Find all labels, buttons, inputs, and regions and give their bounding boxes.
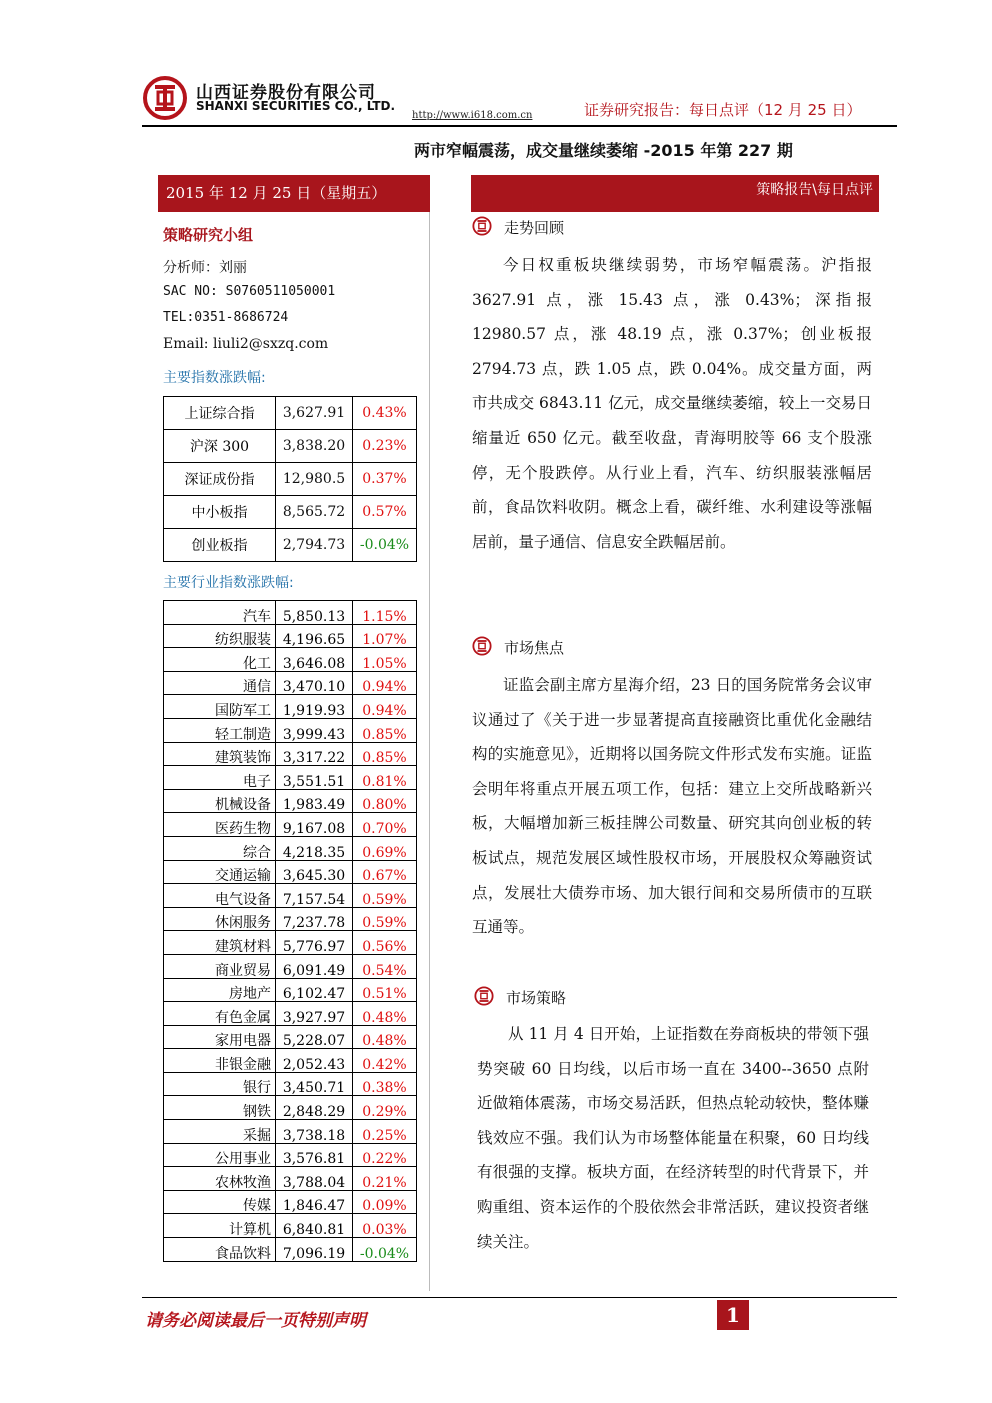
table-row (164, 529, 417, 562)
row-value: 1,919.93 (276, 695, 353, 719)
row-value: 3,317.22 (276, 742, 353, 766)
row-change: 0.56% (353, 931, 417, 955)
row-value: 2,052.43 (276, 1049, 353, 1073)
row-change: 0.70% (353, 813, 417, 837)
row-change: 0.80% (353, 789, 417, 813)
row-value: 3,927.97 (276, 1002, 353, 1026)
section-heading-focus: 市场焦点 (504, 639, 565, 657)
row-change: 0.37% (353, 463, 417, 496)
row-change: 1.05% (353, 648, 417, 672)
table-row (164, 1167, 417, 1191)
row-name: 医药生物 (164, 813, 276, 837)
table-row (164, 1002, 417, 1026)
row-value: 3,576.81 (276, 1143, 353, 1167)
table-row (164, 1025, 417, 1049)
row-change: 0.21% (353, 1167, 417, 1191)
sac-number: SAC NO: S0760511050001 (163, 284, 336, 299)
row-value: 3,788.04 (276, 1167, 353, 1191)
section-text-focus: 证监会副主席方星海介绍，23 日的国务院常务会议审议通过了《关于进一步显著提高直接融资比重优化金融结构的实施意见》，近期将以国务院文件形式发布实施。证监会明年将重点开展五项工作，包括：建立上交所战略新兴板，大幅增加新三板挂牌公司数量、研究其向创业板的转板试点，规范发展区域性股权市场，开展股权众筹融资试点，发展壮大债券市场、加大银行间和交易所债市的互联互通等。 (472, 676, 872, 937)
row-name: 中小板指 (164, 496, 276, 529)
row-change: 0.59% (353, 884, 417, 908)
row-name: 商业贸易 (164, 954, 276, 978)
row-change: 0.94% (353, 695, 417, 719)
section-logo-icon (474, 986, 494, 1006)
row-change: 0.85% (353, 718, 417, 742)
row-name: 电子 (164, 766, 276, 790)
table-row (164, 931, 417, 955)
table-row (164, 718, 417, 742)
page-number: 1 (717, 1300, 749, 1330)
company-logo-icon (143, 76, 187, 120)
table-row (164, 1120, 417, 1144)
row-value: 5,850.13 (276, 601, 353, 625)
row-change: 0.51% (353, 978, 417, 1002)
report-title: 两市窄幅震荡，成交量继续萎缩 -2015 年第 227 期 (414, 141, 793, 160)
table-row (164, 907, 417, 931)
row-change: 0.38% (353, 1072, 417, 1096)
row-change: 0.54% (353, 954, 417, 978)
table-row (164, 601, 417, 625)
table-row (164, 742, 417, 766)
table-row (164, 1214, 417, 1238)
row-name: 房地产 (164, 978, 276, 1002)
section-text-review: 今日权重板块继续弱势，市场窄幅震荡。沪指报 3627.91 点，涨 15.43 点，涨 0.43%；深指报 12980.57 点，涨 48.19 点，涨 0.37%；创业板报 2794.73 点，跌 1.05 点，跌 0.04%。成交量方面，两市共成交 6843.11 亿元，成交量继续萎缩，较上一交易日缩量近 650 亿元。截至收盘，青海明胶等 66 支个股涨停，无个股跌停。从行业上看，汽车、纺织服装涨幅居前，食品饮料收阴。概念上看，碳纤维、水利建设等涨幅居前，量子通信、信息安全跌幅居前。 (472, 256, 872, 551)
row-value: 6,091.49 (276, 954, 353, 978)
row-name: 家用电器 (164, 1025, 276, 1049)
row-change: 0.48% (353, 1002, 417, 1026)
row-change: 0.81% (353, 766, 417, 790)
row-change: 0.23% (353, 430, 417, 463)
section-logo-icon (472, 636, 492, 656)
footer-divider (142, 1297, 897, 1298)
table-row (164, 954, 417, 978)
row-change: -0.04% (353, 529, 417, 562)
row-name: 休闲服务 (164, 907, 276, 931)
analyst-name: 分析师：刘丽 (163, 260, 247, 276)
row-change: 0.22% (353, 1143, 417, 1167)
row-name: 非银金融 (164, 1049, 276, 1073)
row-value: 7,157.54 (276, 884, 353, 908)
table-row (164, 1190, 417, 1214)
row-change: 0.59% (353, 907, 417, 931)
row-change: 0.03% (353, 1214, 417, 1238)
row-name: 建筑材料 (164, 931, 276, 955)
company-name-cn: 山西证券股份有限公司 (196, 83, 376, 103)
table-row (164, 648, 417, 672)
row-name: 采掘 (164, 1120, 276, 1144)
row-name: 建筑装饰 (164, 742, 276, 766)
industry-heading: 主要行业指数涨跌幅: (163, 575, 294, 591)
row-change: 0.09% (353, 1190, 417, 1214)
telephone: TEL:0351-8686724 (163, 310, 289, 325)
row-name: 沪深 300 (164, 430, 276, 463)
row-name: 化工 (164, 648, 276, 672)
table-row (164, 1143, 417, 1167)
table-row (164, 1049, 417, 1073)
row-value: 3,646.08 (276, 648, 353, 672)
table-row (164, 1238, 417, 1262)
table-row (164, 813, 417, 837)
row-change: 1.15% (353, 601, 417, 625)
row-value: 3,470.10 (276, 671, 353, 695)
report-date: 2015 年 12 月 25 日（星期五） (158, 175, 430, 212)
email: Email: liuli2@sxzq.com (163, 336, 329, 352)
row-value: 7,237.78 (276, 907, 353, 931)
row-change: 0.48% (353, 1025, 417, 1049)
row-name: 计算机 (164, 1214, 276, 1238)
row-name: 有色金属 (164, 1002, 276, 1026)
row-value: 8,565.72 (276, 496, 353, 529)
row-change: 0.69% (353, 836, 417, 860)
row-value: 12,980.5 (276, 463, 353, 496)
table-row (164, 836, 417, 860)
disclaimer-note: 请务必阅读最后一页特别声明 (145, 1311, 366, 1331)
row-name: 电气设备 (164, 884, 276, 908)
row-change: 0.42% (353, 1049, 417, 1073)
table-row (164, 397, 417, 430)
row-name: 食品饮料 (164, 1238, 276, 1262)
row-change: 0.25% (353, 1120, 417, 1144)
section-heading-review: 走势回顾 (504, 219, 565, 237)
row-value: 6,102.47 (276, 978, 353, 1002)
table-row (164, 766, 417, 790)
row-name: 综合 (164, 836, 276, 860)
industry-table (163, 600, 417, 1262)
index-heading: 主要指数涨跌幅: (163, 370, 266, 386)
row-name: 深证成份指 (164, 463, 276, 496)
row-name: 纺织服装 (164, 624, 276, 648)
row-name: 传媒 (164, 1190, 276, 1214)
table-row (164, 695, 417, 719)
row-change: 0.29% (353, 1096, 417, 1120)
row-value: 4,218.35 (276, 836, 353, 860)
row-name: 创业板指 (164, 529, 276, 562)
row-value: 3,627.91 (276, 397, 353, 430)
row-name: 机械设备 (164, 789, 276, 813)
section-heading-strategy: 市场策略 (506, 989, 567, 1007)
table-row (164, 978, 417, 1002)
index-table (163, 396, 417, 562)
row-change: -0.04% (353, 1238, 417, 1262)
row-value: 3,450.71 (276, 1072, 353, 1096)
row-change: 0.94% (353, 671, 417, 695)
section-logo-icon (472, 216, 492, 236)
table-row (164, 624, 417, 648)
row-change: 0.85% (353, 742, 417, 766)
row-value: 3,551.51 (276, 766, 353, 790)
team-name: 策略研究小组 (163, 226, 254, 244)
row-name: 汽车 (164, 601, 276, 625)
row-name: 上证综合指 (164, 397, 276, 430)
row-name: 国防军工 (164, 695, 276, 719)
table-row (164, 789, 417, 813)
row-name: 农林牧渔 (164, 1167, 276, 1191)
row-value: 6,840.81 (276, 1214, 353, 1238)
row-change: 0.67% (353, 860, 417, 884)
row-name: 钢铁 (164, 1096, 276, 1120)
row-name: 通信 (164, 671, 276, 695)
row-change: 0.57% (353, 496, 417, 529)
row-name: 公用事业 (164, 1143, 276, 1167)
company-name-en: SHANXI SECURITIES CO., LTD. (196, 99, 396, 113)
website-link[interactable]: http://www.i618.com.cn (412, 110, 533, 121)
row-value: 4,196.65 (276, 624, 353, 648)
table-row (164, 671, 417, 695)
row-name: 交通运输 (164, 860, 276, 884)
table-row (164, 463, 417, 496)
row-value: 2,848.29 (276, 1096, 353, 1120)
table-row (164, 430, 417, 463)
table-row (164, 1096, 417, 1120)
row-value: 5,776.97 (276, 931, 353, 955)
table-row (164, 496, 417, 529)
row-value: 7,096.19 (276, 1238, 353, 1262)
row-value: 3,838.20 (276, 430, 353, 463)
row-value: 5,228.07 (276, 1025, 353, 1049)
row-change: 1.07% (353, 624, 417, 648)
row-value: 3,999.43 (276, 718, 353, 742)
row-value: 3,738.18 (276, 1120, 353, 1144)
report-label: 证券研究报告：每日点评（12 月 25 日） (584, 101, 862, 119)
table-row (164, 884, 417, 908)
table-row (164, 860, 417, 884)
row-name: 轻工制造 (164, 718, 276, 742)
table-row (164, 1072, 417, 1096)
row-value: 3,645.30 (276, 860, 353, 884)
row-change: 0.43% (353, 397, 417, 430)
report-type: 策略报告\每日点评 (471, 175, 879, 212)
row-value: 1,983.49 (276, 789, 353, 813)
header-divider (142, 125, 897, 127)
row-value: 9,167.08 (276, 813, 353, 837)
row-name: 银行 (164, 1072, 276, 1096)
section-text-strategy: 从 11 月 4 日开始，上证指数在券商板块的带领下强势突破 60 日均线，以后市场一直在 3400--3650 点附近做箱体震荡，市场交易活跃，但热点轮动较快，整体赚钱效应不强。我们认为市场整体能量在积聚，60 日均线有很强的支撑。板块方面，在经济转型的时代背景下，并购重组、资本运作的个股依然会非常活跃，建议投资者继续关注。 (477, 1025, 869, 1251)
row-value: 1,846.47 (276, 1190, 353, 1214)
row-value: 2,794.73 (276, 529, 353, 562)
